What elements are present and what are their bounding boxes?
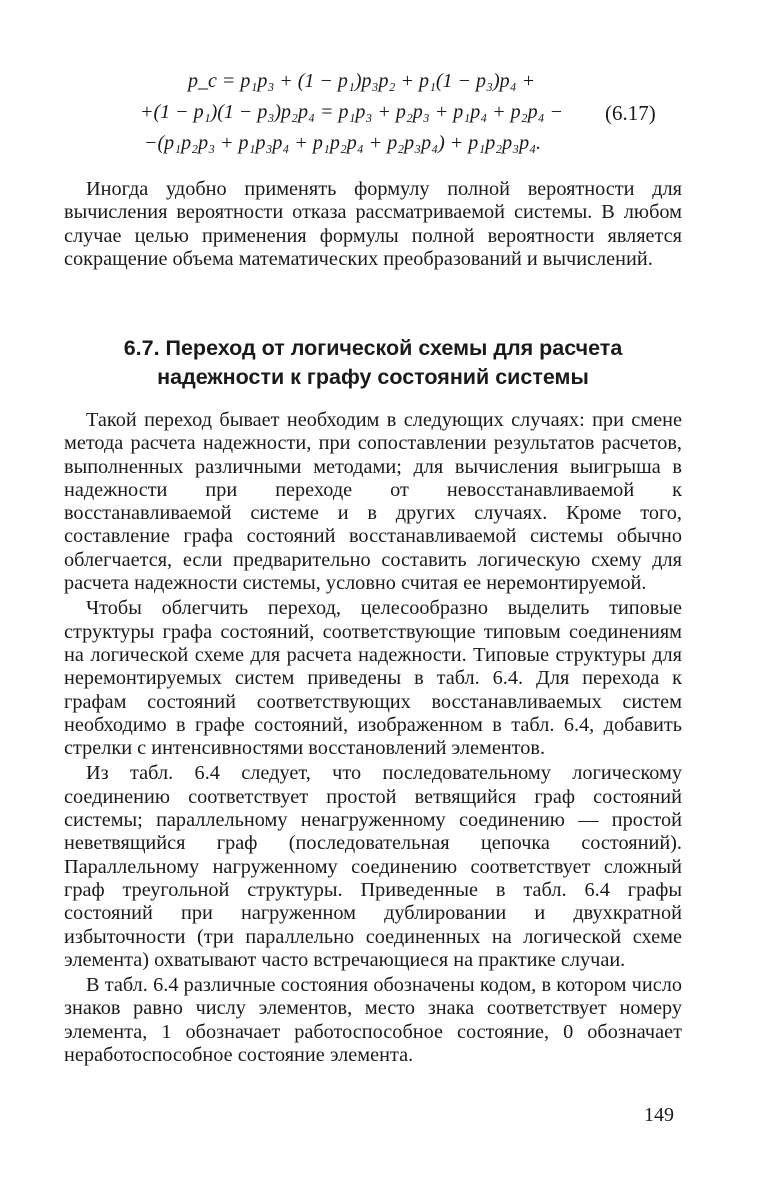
section-heading — [64, 334, 682, 392]
section-heading-line-1: 6.7. Переход от логической схемы для расчета — [123, 336, 623, 360]
section-heading-line-2: надежности к графу состояний системы — [157, 365, 589, 389]
equation-number: (6.17) — [605, 101, 656, 125]
paragraph: Чтобы облегчить переход, целесообразно выделить типовые структуры графа состояний, соответствующие типовым соединениям на логической схеме для расчета надежности. Типовые структуры для неремонтируемых систем приведены в табл. 6.4. Для перехода к графам состояний соответствующих восстанавливаемых систем необходимо в графе состояний, изображенном в табл. 6.4, добавить стрелки с интенсивностями восстановлений элементов. — [64, 597, 682, 760]
section-body — [64, 409, 682, 1067]
paragraph: В табл. 6.4 различные состояния обозначены кодом, в котором число знаков равно числу элементов, место знака соответствует номеру элемента, 1 обозначает работоспособное состояние, 0 обозначает неработоспособное состояние элемента. — [64, 974, 682, 1067]
formula-line-3: −(p₁p₂p₃ + p₁p₃p₄ + p₁p₂p₄ + p₂p₃p₄) + p₁p₂p₃p₄. — [144, 132, 542, 154]
intro-paragraph-block — [64, 178, 682, 271]
formula-line-1: p_c = p₁p₃ + (1 − p₁)p₃p₂ + p₁(1 − p₃)p₄ + — [188, 70, 536, 92]
paragraph: Такой переход бывает необходим в следующих случаях: при смене метода расчета надежности, при сопоставлении результатов расчетов, выполненных различными методами; для вычисления выигрыша в надежности при переходе от невосстанавливаемой к восстанавливаемой системе и в других случаях. Кроме того, составление графа состояний восстанавливаемой системы обычно облегчается, если предварительно составить логическую схему для расчета надежности системы, условно считая ее неремонтируемой. — [64, 409, 682, 595]
page-number: 149 — [644, 1104, 674, 1126]
paragraph: Из табл. 6.4 следует, что последовательному логическому соединению соответствует простой ветвящийся граф состояний системы; параллельному ненагруженному соединению — простой неветвящийся граф (последовательная цепочка состояний). Параллельному нагруженному соединению соответствует сложный граф треугольной структуры. Приведенные в табл. 6.4 графы состояний при нагруженном дублировании и двухкратной избыточности (три параллельно соединенных на логической схеме элемента) охватывают часто встречающиеся на практике случаи. — [64, 762, 682, 971]
paragraph: Иногда удобно применять формулу полной вероятности для вычисления вероятности отказа рассматриваемой системы. В любом случае целью применения формулы полной вероятности является сокращение объема математических преобразований и вычислений. — [64, 178, 682, 270]
formula-line-2: +(1 − p₁)(1 − p₃)p₂p₄ = p₁p₃ + p₂p₃ + p₁p₄ + p₂p₄ − — [140, 101, 564, 123]
